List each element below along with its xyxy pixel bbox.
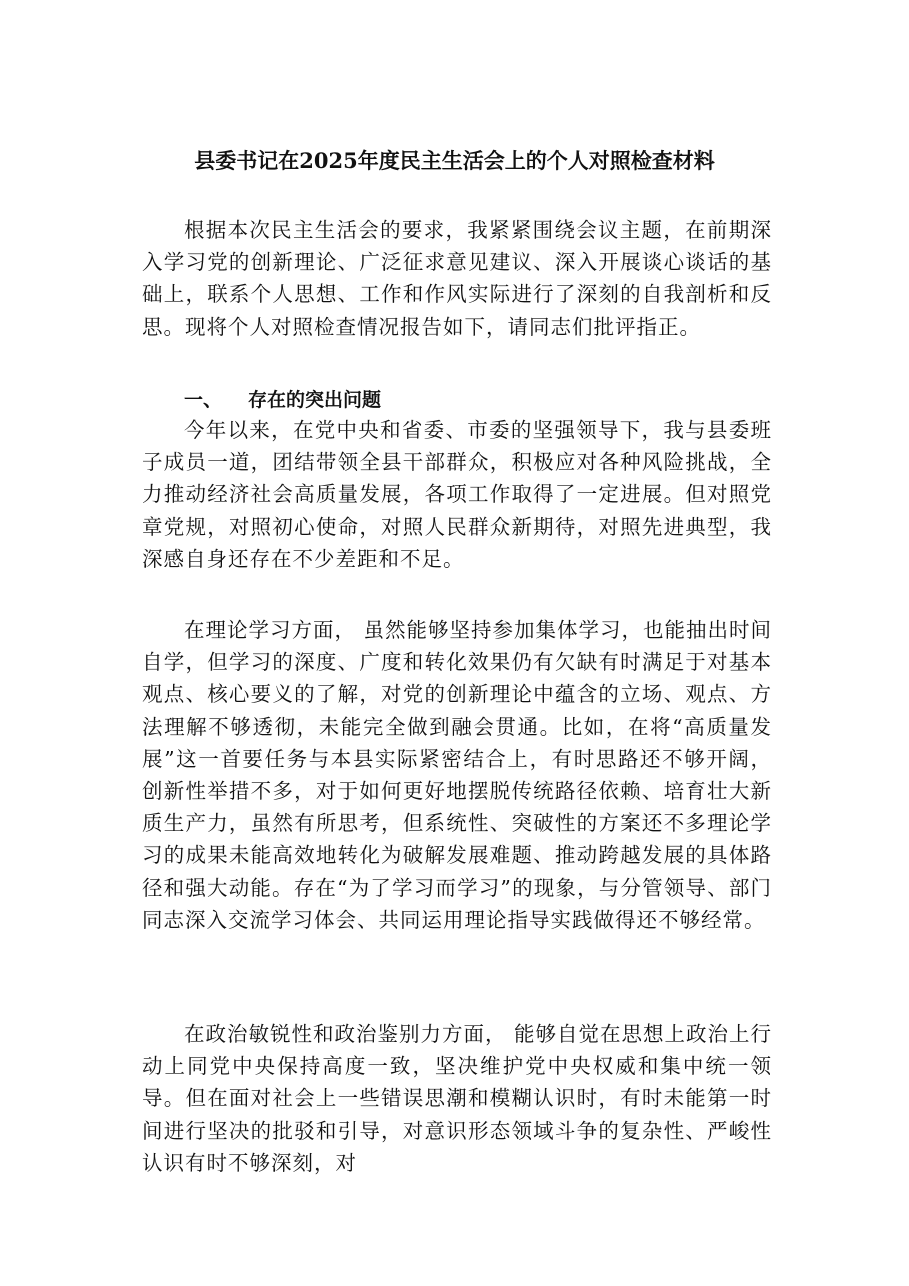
section-number: 一、 (184, 389, 223, 411)
document-title: 县委书记在2025年度民主生活会上的个人对照检查材料 (194, 148, 715, 173)
overview-paragraph: 今年以来，在党中央和省委、市委的坚强领导下，我与县委班子成员一道，团结带领全县干部群众，积极应对各种风险挑战，全力推动经济社会高质量发展，各项工作取得了一定进展。但对照党章党规，对照初心使命，对照人民群众新期待，对照先进典型，我深感自身还存在不少差距和不足。 (142, 418, 772, 571)
theory-study-paragraph: 在理论学习方面， 虽然能够坚持参加集体学习，也能抽出时间自学，但学习的深度、广度和转化效果仍有欠缺有时满足于对基本观点、核心要义的了解，对党的创新理论中蕴含的立场、观点、方法理解不够透彻，未能完全做到融会贯通。比如，在将“高质量发展”这一首要任务与本县实际紧密结合上，有时思路还不够开阔，创新性举措不多，对于如何更好地摆脱传统路径依赖、培育壮大新质生产力，虽然有所思考，但系统性、突破性的方案还不多理论学习的成果未能高效地转化为破解发展难题、推动跨越发展的具体路径和强大动能。存在“为了学习而学习”的现象，与分管领导、部门同志深入交流学习体会、共同运用理论指导实践做得还不够经常。 (142, 618, 773, 932)
intro-paragraph: 根据本次民主生活会的要求，我紧紧围绕会议主题，在前期深入学习党的创新理论、广泛征求意见建议、深入开展谈心谈话的基础上，联系个人思想、工作和作风实际进行了深刻的自我剖析和反思。现将个人对照检查情况报告如下，请同志们批评指正。 (142, 218, 772, 339)
section-title: 存在的突出问题 (248, 389, 382, 411)
section-heading (184, 385, 381, 415)
political-sensitivity-paragraph: 在政治敏锐性和政治鉴别力方面， 能够自觉在思想上政治上行动上同党中央保持高度一致，坚决维护党中央权威和集中统一领导。但在面对社会上一些错误思潮和模糊认识时，有时未能第一时间进行坚决的批驳和引导，对意识形态领域斗争的复杂性、严峻性认识有时不够深刻，对 (142, 1022, 773, 1175)
